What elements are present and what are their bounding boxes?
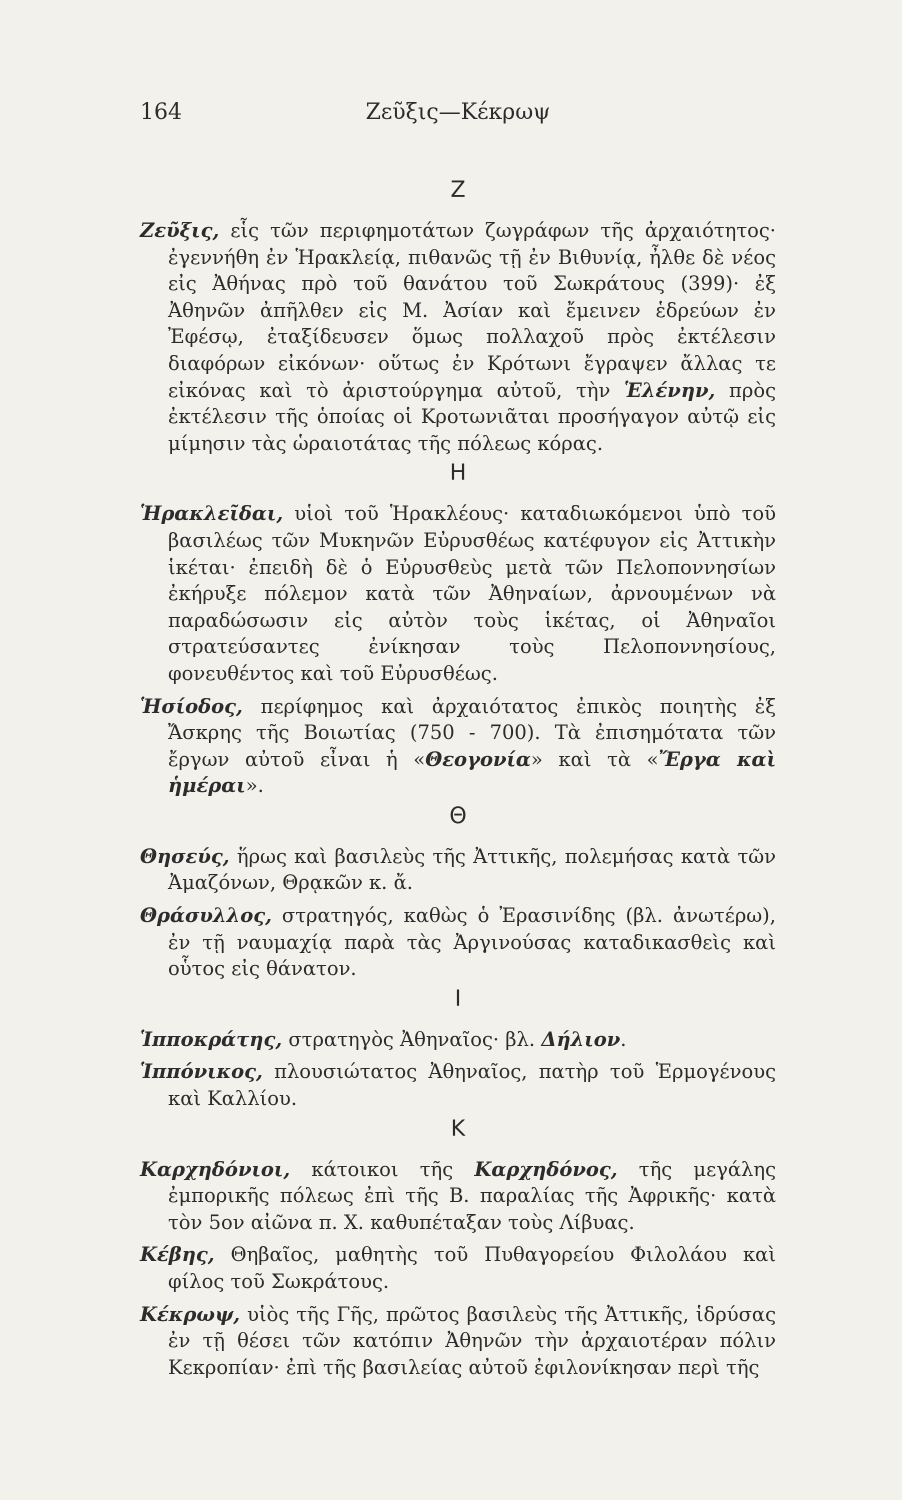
emphasized-text: Ἑλένην, bbox=[624, 378, 716, 402]
entry-text: υἱὸς τῆς Γῆς, πρῶτος βασιλεὺς τῆς Ἀττικῆς, ἱδρύσας ἐν τῇ θέσει τῶν κατόπιν Ἀθηνῶν τὴν ἀρχαιοτέραν πόλιν Κεκροπίαν· ἐπὶ τῆς βασιλείας αὐτοῦ ἐφιλονίκησαν περὶ τῆς bbox=[168, 1302, 776, 1379]
entry-text: περίφημος καὶ ἀρχαιότατος ἐπικὸς ποιητὴς ἐξ Ἄσκρης τῆς Βοιωτίας (750 - 700). Τὰ ἐπισημότατα τῶν ἔργων αὐτοῦ εἶναι ἡ « bbox=[168, 694, 776, 771]
entry-text: στρατηγός, καθὼς ὁ Ἐρασινίδης (βλ. ἀνωτέρω), ἐν τῇ ναυμαχίᾳ παρὰ τὰς Ἀργινούσας καταδικασθεὶς καὶ οὗτος εἰς θάνατον. bbox=[168, 904, 776, 981]
entry-text: πλουσιώτατος Ἀθηναῖος, πατὴρ τοῦ Ἑρμογένους καὶ Καλλίου. bbox=[168, 1060, 776, 1111]
glossary-content bbox=[140, 180, 776, 1387]
entry-term: Ἡσίοδος, bbox=[140, 694, 243, 718]
entry-term: Καρχηδόνιοι, bbox=[140, 1157, 291, 1181]
page-number: 164 bbox=[140, 100, 182, 125]
section-letter: Κ bbox=[450, 1116, 466, 1142]
entry-text: ». bbox=[245, 774, 264, 798]
glossary-entry bbox=[140, 1027, 776, 1054]
emphasized-text: Ἔργα καὶ ἡμέραι bbox=[168, 747, 776, 798]
glossary-entry bbox=[140, 218, 776, 457]
section-letter: Ι bbox=[454, 986, 462, 1012]
entry-term: Ἡρακλεῖδαι, bbox=[140, 502, 284, 526]
page-header bbox=[140, 100, 776, 136]
glossary-entry bbox=[140, 1302, 776, 1382]
glossary-entry bbox=[140, 844, 776, 897]
entry-text: πρὸς ἐκτέλεσιν τῆς ὁποίας οἱ Κροτωνιᾶται προσήγαγον αὐτῷ εἰς μίμησιν τὰς ὡραιοτάτας τῆς πόλεως κόρας. bbox=[168, 378, 776, 455]
entry-text: . bbox=[620, 1027, 627, 1051]
entry-text: υἱοὶ τοῦ Ἡρακλέους· καταδιωκόμενοι ὑπὸ τοῦ βασιλέως τῶν Μυκηνῶν Εὐρυσθέως κατέφυγον εἰς Ἀττικὴν ἱκέται· ἐπειδὴ δὲ ὁ Εὐρυσθεὺς μετὰ τῶν Πελοποννησίων ἐκήρυξε πόλεμον κατὰ τῶν Ἀθηναίων, ἀρνουμένων νὰ παραδώσωσιν εἰς αὐτὸν τοὺς ἱκέτας, οἱ Ἀθηναῖοι στρατεύσαντες ἐνίκησαν τοὺς Πελοποννησίους, φονευθέντος καὶ τοῦ Εὐρυσθέως. bbox=[168, 502, 776, 685]
entry-term: Θράσυλλος, bbox=[140, 904, 272, 928]
emphasized-text: Καρχηδόνος, bbox=[474, 1157, 618, 1181]
entry-term: Θησεύς, bbox=[140, 844, 230, 868]
glossary-entry bbox=[140, 501, 776, 687]
glossary-entry bbox=[140, 1242, 776, 1295]
entry-text: ἥρως καὶ βασιλεὺς τῆς Ἀττικῆς, πολεμήσας κατὰ τῶν Ἀμαζόνων, Θρᾳκῶν κ. ἄ. bbox=[168, 844, 776, 895]
glossary-entry bbox=[140, 903, 776, 983]
entry-term: Ζεῦξις, bbox=[140, 219, 220, 242]
section-letter: Η bbox=[449, 461, 467, 487]
section-letter: Ζ bbox=[450, 178, 466, 203]
running-title: Ζεῦξις—Κέκρωψ bbox=[365, 100, 551, 125]
entry-term: Ἱππόνικος, bbox=[140, 1060, 263, 1084]
glossary-entry bbox=[140, 694, 776, 800]
entry-text: » καὶ τὰ « bbox=[530, 747, 659, 771]
entry-text: Θηβαῖος, μαθητὴς τοῦ Πυθαγορείου Φιλολάου καὶ φίλος τοῦ Σωκράτους. bbox=[168, 1243, 776, 1293]
emphasized-text: Θεογονία bbox=[425, 747, 531, 771]
entry-text: εἷς τῶν περιφημοτάτων ζωγράφων τῆς ἀρχαιότητος· ἐγεννήθη ἐν Ἡρακλείᾳ, πιθανῶς τῇ ἐν Βιθυνίᾳ, ἦλθε δὲ νέος εἰς Ἀθήνας πρὸ τοῦ θανάτου τοῦ Σωκράτους (399)· ἐξ Ἀθηνῶν ἀπῆλθεν εἰς Μ. Ἀσίαν καὶ ἔμεινεν ἑδρεύων ἐν Ἐφέσῳ, ἐταξίδευσεν ὅμως πολλαχοῦ πρὸς ἐκτέλεσιν διαφόρων εἰκόνων· οὕτως ἐν Κρότωνι ἔγραψεν ἄλλας τε εἰκόνας καὶ τὸ ἀριστούργημα αὐτοῦ, τὴν bbox=[168, 219, 776, 402]
section-letter: Θ bbox=[449, 803, 467, 829]
entry-text: στρατηγὸς Ἀθηναῖος· βλ. bbox=[282, 1027, 542, 1051]
glossary-entry bbox=[140, 1157, 776, 1237]
entry-term: Κέκρωψ, bbox=[140, 1302, 241, 1326]
entry-text: τῆς μεγάλης ἐμπορικῆς πόλεως ἐπὶ τῆς Β. παραλίας τῆς Ἀφρικῆς· κατὰ τὸν 5ον αἰῶνα π. Χ. καθυπέταξαν τοὺς Λίβυας. bbox=[168, 1157, 776, 1234]
emphasized-text: Δήλιον bbox=[541, 1027, 621, 1051]
glossary-entry bbox=[140, 1059, 776, 1112]
entry-term: Ἱπποκράτης, bbox=[140, 1027, 283, 1051]
entry-text: κάτοικοι τῆς bbox=[290, 1157, 475, 1181]
entry-term: Κέβης, bbox=[140, 1243, 215, 1267]
